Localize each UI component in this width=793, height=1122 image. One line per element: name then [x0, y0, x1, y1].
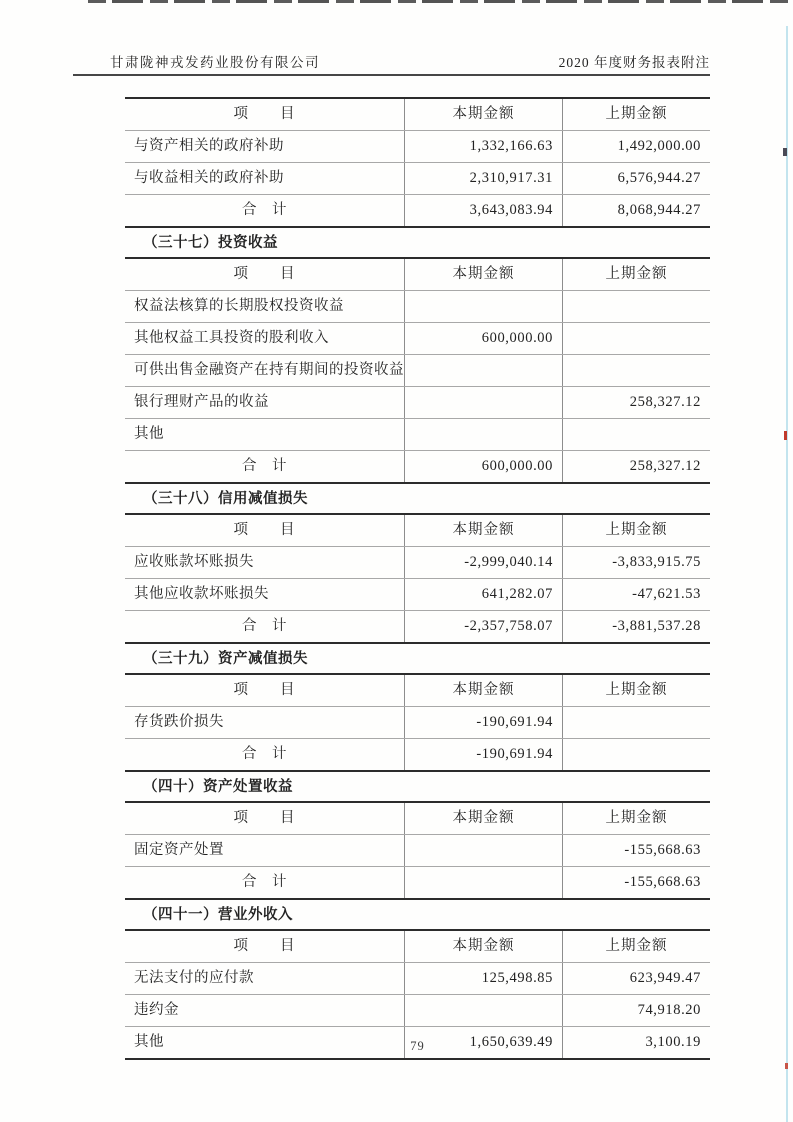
item-cell: 与收益相关的政府补助 [125, 163, 405, 194]
table-row [125, 835, 710, 867]
item-cell: 合 计 [125, 195, 405, 226]
table-header-row [125, 515, 710, 547]
item-cell: 与资产相关的政府补助 [125, 131, 405, 162]
document-footer [125, 1039, 710, 1054]
prior-amount-cell [563, 323, 710, 354]
table-header-row [125, 803, 710, 835]
table-header-row [125, 259, 710, 291]
prior-amount-cell: 258,327.12 [629, 458, 701, 474]
report-title: 2020 年度财务报表附注 [558, 55, 710, 70]
current-amount-cell: -190,691.94 [405, 707, 563, 738]
column-header-current: 本期金额 [405, 675, 563, 706]
current-amount-cell: 600,000.00 [405, 451, 563, 482]
section-title: （三十九）资产减值损失 [143, 651, 308, 667]
column-header-current: 本期金额 [405, 803, 563, 834]
scan-right-line-artifact [786, 26, 788, 1122]
section-title: （三十八）信用减值损失 [143, 491, 308, 507]
scan-top-edge-artifact [88, 0, 793, 3]
item-cell: 权益法核算的长期股权投资收益 [125, 291, 405, 322]
column-header-item: 项 目 [125, 675, 405, 706]
current-amount-cell [405, 835, 563, 866]
item-cell: 其他 [125, 1027, 405, 1058]
table-row [125, 451, 710, 482]
current-amount-cell: -2,357,758.07 [405, 611, 563, 642]
prior-amount-cell: 6,576,944.27 [617, 170, 701, 186]
section-title: （四十）资产处置收益 [143, 779, 293, 795]
prior-amount-cell [563, 355, 710, 386]
current-amount-cell: 641,282.07 [405, 579, 563, 610]
current-amount-cell: 125,498.85 [405, 963, 563, 994]
scan-speck-dark [783, 148, 787, 156]
column-header-item: 项 目 [125, 931, 405, 962]
current-amount-cell [405, 867, 563, 898]
table-row [125, 419, 710, 451]
financial-table [125, 257, 710, 484]
table-row [125, 355, 710, 387]
table-row [125, 739, 710, 770]
section-title: （四十一）营业外收入 [143, 907, 293, 923]
item-cell: 其他 [125, 419, 405, 450]
prior-amount-cell: -47,621.53 [632, 586, 701, 602]
item-cell: 违约金 [125, 995, 405, 1026]
financial-table [125, 673, 710, 772]
table-row [125, 323, 710, 355]
prior-amount-cell: 258,327.12 [629, 394, 701, 410]
table-row [125, 579, 710, 611]
column-header-current: 本期金额 [405, 99, 563, 130]
table-row [125, 387, 710, 419]
column-header-prior: 上期金额 [605, 522, 668, 538]
prior-amount-cell [563, 291, 710, 322]
prior-amount-cell: 623,949.47 [629, 970, 701, 986]
table-row [125, 611, 710, 642]
current-amount-cell: -190,691.94 [405, 739, 563, 770]
current-amount-cell [405, 355, 563, 386]
scan-speck-red [784, 431, 787, 440]
current-amount-cell [405, 387, 563, 418]
prior-amount-cell [563, 707, 710, 738]
prior-amount-cell [563, 419, 710, 450]
prior-amount-cell: 1,492,000.00 [617, 138, 701, 154]
item-cell: 银行理财产品的收益 [125, 387, 405, 418]
prior-amount-cell: -155,668.63 [624, 874, 701, 890]
table-row [125, 995, 710, 1027]
prior-amount-cell [563, 739, 710, 770]
current-amount-cell: 600,000.00 [405, 323, 563, 354]
column-header-current: 本期金额 [405, 515, 563, 546]
table-row [125, 163, 710, 195]
table-row [125, 195, 710, 226]
current-amount-cell [405, 291, 563, 322]
prior-amount-cell: -3,881,537.28 [612, 618, 701, 634]
column-header-prior: 上期金额 [605, 106, 668, 122]
current-amount-cell [405, 995, 563, 1026]
item-cell: 合 计 [125, 739, 405, 770]
table-row [125, 963, 710, 995]
column-header-prior: 上期金额 [605, 938, 668, 954]
page-number: 79 [410, 1039, 425, 1053]
column-header-item: 项 目 [125, 259, 405, 290]
current-amount-cell: 1,650,639.49 [405, 1027, 563, 1058]
prior-amount-cell: -3,833,915.75 [612, 554, 701, 570]
item-cell: 合 计 [125, 451, 405, 482]
table-row [125, 131, 710, 163]
column-header-prior: 上期金额 [605, 682, 668, 698]
column-header-prior: 上期金额 [605, 266, 668, 282]
table-header-row [125, 99, 710, 131]
column-header-item: 项 目 [125, 99, 405, 130]
financial-table [125, 801, 710, 900]
prior-amount-cell: 3,100.19 [645, 1034, 701, 1050]
column-header-current: 本期金额 [405, 931, 563, 962]
section-title: （三十七）投资收益 [143, 235, 278, 251]
table-row [125, 707, 710, 739]
financial-table [125, 513, 710, 644]
current-amount-cell: 2,310,917.31 [405, 163, 563, 194]
current-amount-cell [405, 419, 563, 450]
item-cell: 可供出售金融资产在持有期间的投资收益 [125, 355, 405, 386]
current-amount-cell: 3,643,083.94 [405, 195, 563, 226]
company-name: 甘肃陇神戎发药业股份有限公司 [110, 55, 320, 70]
prior-amount-cell: 74,918.20 [637, 1002, 701, 1018]
scan-speck-red-2 [785, 1063, 788, 1069]
item-cell: 固定资产处置 [125, 835, 405, 866]
current-amount-cell: 1,332,166.63 [405, 131, 563, 162]
prior-amount-cell: -155,668.63 [624, 842, 701, 858]
table-header-row [125, 675, 710, 707]
item-cell: 合 计 [125, 867, 405, 898]
sections [125, 97, 710, 1060]
item-cell: 合 计 [125, 611, 405, 642]
column-header-prior: 上期金额 [605, 810, 668, 826]
column-header-current: 本期金额 [405, 259, 563, 290]
column-header-item: 项 目 [125, 803, 405, 834]
item-cell: 其他应收款坏账损失 [125, 579, 405, 610]
header-rule [73, 74, 710, 76]
item-cell: 存货跌价损失 [125, 707, 405, 738]
table-header-row [125, 931, 710, 963]
column-header-item: 项 目 [125, 515, 405, 546]
table-row [125, 547, 710, 579]
table-row [125, 291, 710, 323]
prior-amount-cell: 8,068,944.27 [617, 202, 701, 218]
item-cell: 其他权益工具投资的股利收入 [125, 323, 405, 354]
item-cell: 应收账款坏账损失 [125, 547, 405, 578]
item-cell: 无法支付的应付款 [125, 963, 405, 994]
current-amount-cell: -2,999,040.14 [405, 547, 563, 578]
financial-table [125, 97, 710, 228]
table-row [125, 867, 710, 898]
